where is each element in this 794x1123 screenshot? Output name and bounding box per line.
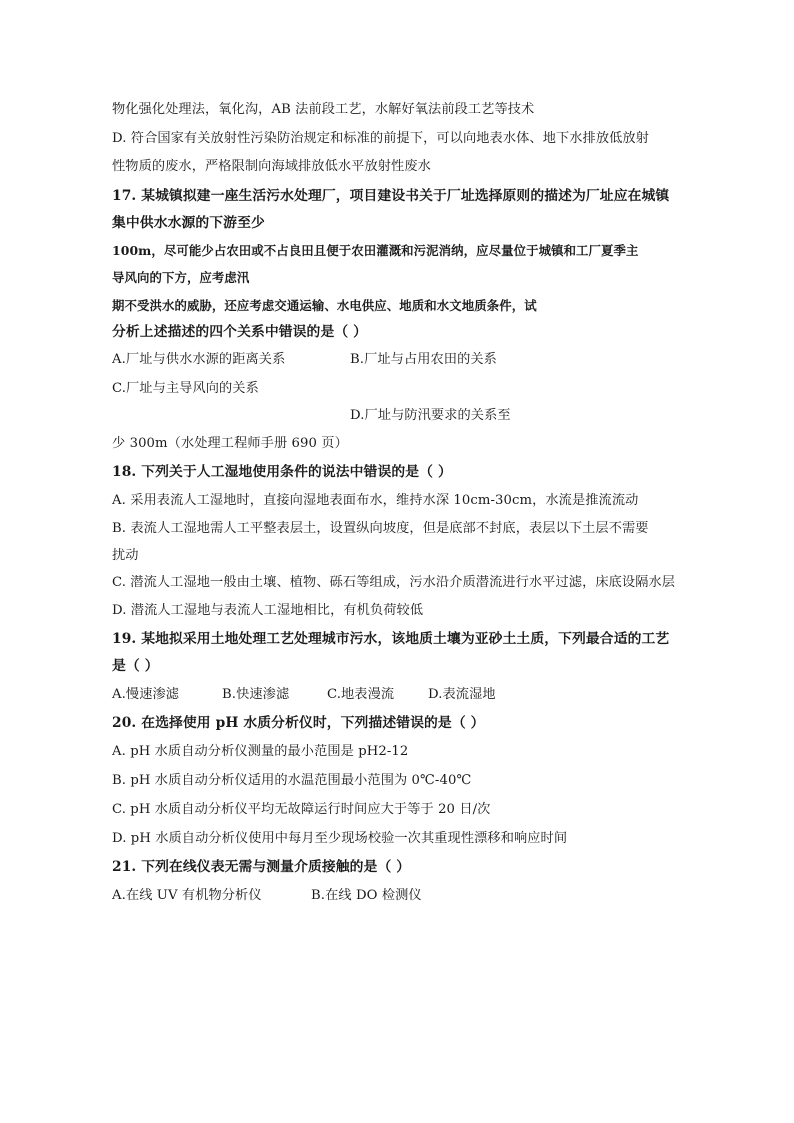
option-a: A. pH 水质自动分析仪测量的最小范围是 pH2-12: [112, 744, 409, 759]
option-d: D.厂址与防汛要求的关系至: [350, 408, 511, 423]
option-a: A.厂址与供水水源的距离关系: [112, 352, 286, 367]
option-d: D.表流湿地: [428, 687, 496, 702]
option-b: B. 表流人工湿地需人工平整表层土，设置纵向坡度，但是底部不封底，表层以下土层不需要: [112, 521, 649, 536]
option-c: C. 潜流人工湿地一般由土壤、植物、砾石等组成，污水沿介质潜流进行水平过滤，床底设隔水层: [112, 575, 676, 590]
question-19-title: 19. 某地拟采用土地处理工艺处理城市污水，该地质土壤为亚砂土土质，下列最合适的工艺: [112, 631, 670, 647]
option-c: C.厂址与主导风向的关系: [112, 381, 259, 396]
question-17-text: 导风向的下方，应考虑汛: [112, 270, 250, 285]
option-c: C. pH 水质自动分析仪平均无故障运行时间应大于等于 20 日/次: [112, 802, 491, 817]
option-b: B.厂址与占用农田的关系: [350, 352, 497, 367]
question-17-text: 期不受洪水的威胁，还应考虑交通运输、水电供应、地质和水文地质条件，试: [112, 298, 537, 313]
option-b-cont: 扰动: [112, 548, 139, 563]
note-text: 少 300m（水处理工程师手册 690 页）: [112, 436, 348, 451]
option-a: A.在线 UV 有机物分析仪: [112, 888, 262, 903]
option-a: A.慢速渗滤: [112, 687, 180, 702]
question-17-prompt: 分析上述描述的四个关系中错误的是（ ）: [112, 324, 368, 340]
question-20-title: 20. 在选择使用 pH 水质分析仪时，下列描述错误的是（ ）: [112, 715, 485, 731]
option-d: D. pH 水质自动分析仪使用中每月至少现场校验一次其重现性漂移和响应时间: [112, 831, 568, 846]
question-17-text: 100m，尽可能少占农田或不占良田且便于农田灌溉和污泥消纳，应尽量位于城镇和工厂夏季主: [112, 243, 639, 258]
text-line: 物化强化处理法，氧化沟，AB 法前段工艺，水解好氧法前段工艺等技术: [112, 102, 535, 117]
option-d: D. 潜流人工湿地与表流人工湿地相比，有机负荷较低: [112, 603, 424, 618]
question-17-title-cont: 集中供水水源的下游至少: [112, 215, 265, 231]
question-17-title: 17. 某城镇拟建一座生活污水处理厂，项目建设书关于厂址选择原则的描述为厂址应在城镇: [112, 188, 670, 204]
option-a: A. 采用表流人工湿地时，直接向湿地表面布水，维持水深 10cm-30cm，水流是推流流动: [112, 493, 639, 508]
question-19-title-cont: 是（ ）: [112, 658, 159, 674]
option-c: C.地表漫流: [327, 687, 395, 702]
option-b: B.快速渗滤: [222, 687, 290, 702]
text-line: 性物质的废水，严格限制向海域排放低水平放射性废水: [112, 159, 431, 174]
option-b: B. pH 水质自动分析仪适用的水温范围最小范围为 0℃-40℃: [112, 773, 472, 788]
question-21-title: 21. 下列在线仪表无需与测量介质接触的是（ ）: [112, 859, 411, 875]
option-d: D. 符合国家有关放射性污染防治规定和标准的前提下，可以向地表水体、地下水排放低放射: [112, 131, 649, 146]
question-18-title: 18. 下列关于人工湿地使用条件的说法中错误的是（ ）: [112, 464, 452, 480]
option-b: B.在线 DO 检测仪: [311, 888, 422, 903]
